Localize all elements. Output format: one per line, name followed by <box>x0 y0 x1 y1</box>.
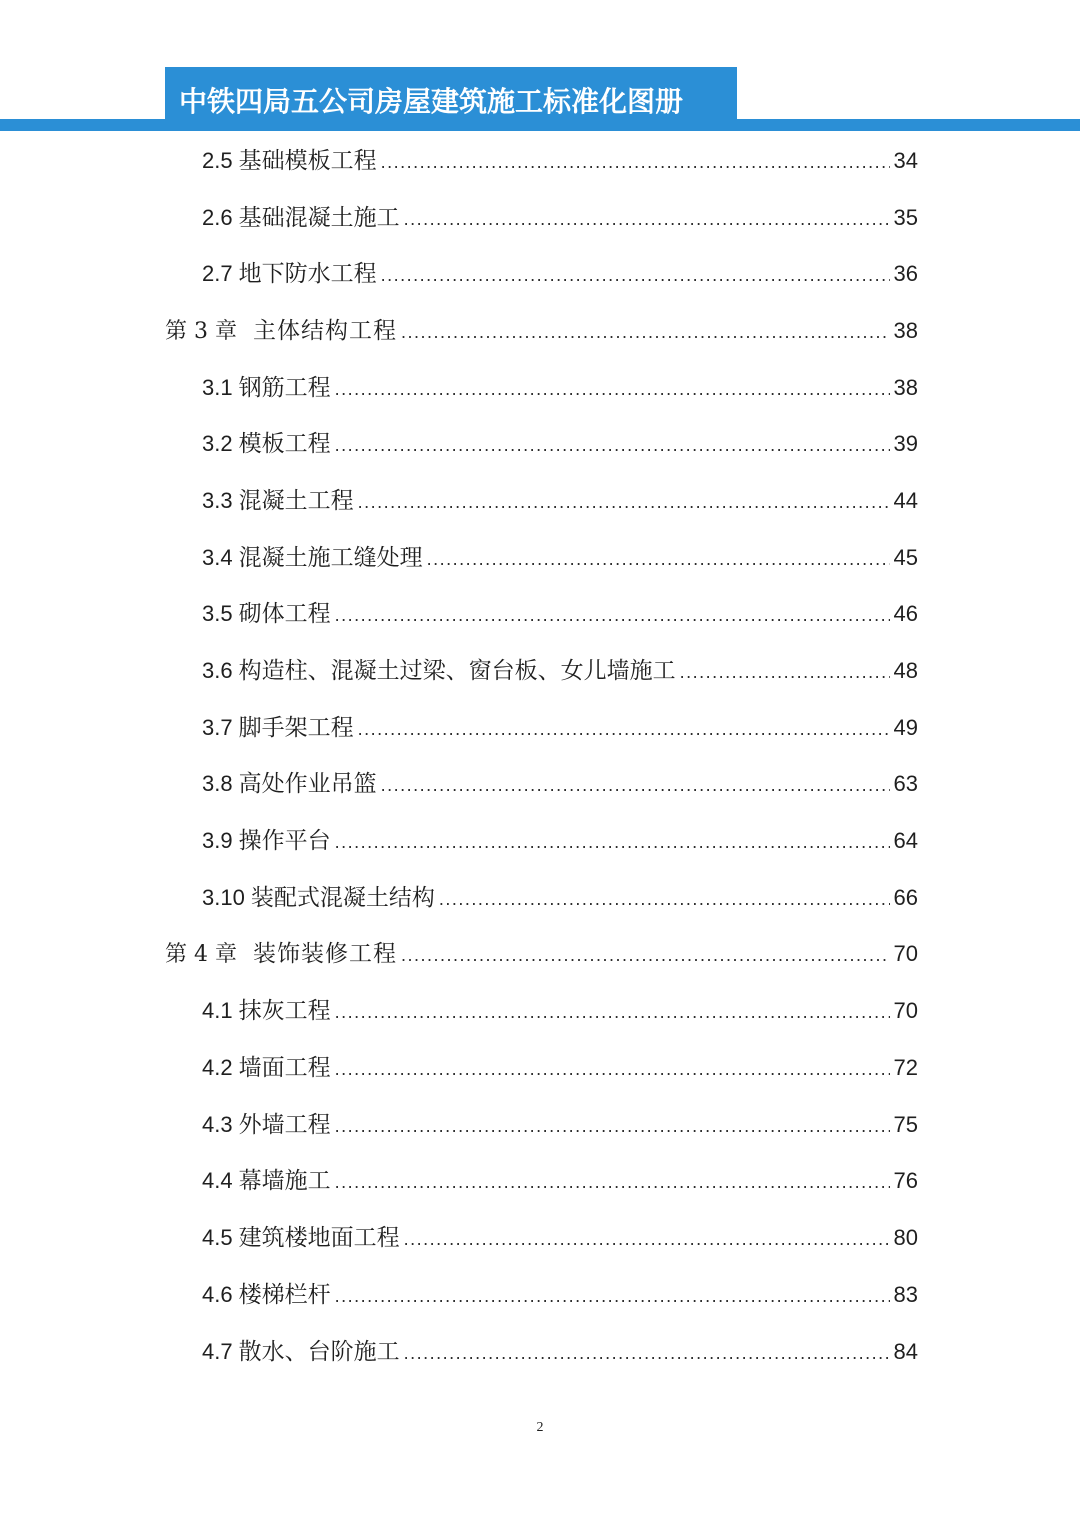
toc-leader-dots <box>335 1052 890 1086</box>
toc-entry[interactable] <box>202 1164 918 1198</box>
toc-leader-dots <box>404 1222 890 1256</box>
toc-entry[interactable] <box>202 654 918 688</box>
toc-entry[interactable] <box>202 1051 918 1085</box>
toc-entry-title: 构造柱、混凝土过梁、窗台板、女儿墙施工 <box>238 658 676 684</box>
toc-entry-page: 70 <box>893 998 918 1023</box>
toc-entry-title: 楼梯栏杆 <box>238 1282 331 1308</box>
toc-entry[interactable] <box>202 1335 918 1369</box>
toc-entry-page: 48 <box>893 658 918 683</box>
toc-leader-dots <box>427 542 890 576</box>
toc-entry-page: 63 <box>893 771 918 796</box>
toc-entry-title: 混凝土工程 <box>238 488 354 514</box>
toc-leader-dots <box>335 825 890 859</box>
toc-entry-number: 3.2 <box>202 431 233 456</box>
toc-entry-title: 砌体工程 <box>238 601 331 627</box>
toc-leader-dots <box>335 598 890 632</box>
toc-entry-page: 70 <box>893 941 918 966</box>
toc-entry-page: 44 <box>893 488 918 513</box>
toc-entry-number: 4.7 <box>202 1339 233 1364</box>
toc-entry-title: 地下防水工程 <box>238 261 377 287</box>
toc-entry-title: 基础模板工程 <box>238 148 377 174</box>
toc-entry-number: 3.9 <box>202 828 233 853</box>
toc-entry-number: 3.8 <box>202 771 233 796</box>
toc-entry[interactable] <box>202 824 918 858</box>
toc-chapter-title: 装饰装修工程 <box>252 941 397 967</box>
toc-leader-dots <box>335 1109 890 1143</box>
page-number: 2 <box>536 1420 544 1435</box>
toc-entry-title: 高处作业吊篮 <box>238 771 377 797</box>
toc-entry-page: 38 <box>893 375 918 400</box>
toc-entry-number: 4.5 <box>202 1225 233 1250</box>
toc-entry-number: 4.1 <box>202 998 233 1023</box>
toc-chapter-number: 第 4 章 <box>165 942 237 967</box>
toc-entry[interactable] <box>202 1278 918 1312</box>
toc-entry-page: 35 <box>893 205 918 230</box>
toc-entry[interactable] <box>202 201 918 235</box>
toc-leader-dots <box>381 768 890 802</box>
toc-leader-dots <box>381 258 890 292</box>
toc-entry-page: 80 <box>893 1225 918 1250</box>
toc-entry-page: 76 <box>893 1168 918 1193</box>
toc-entry-title: 建筑楼地面工程 <box>238 1225 400 1251</box>
toc-entry[interactable] <box>202 427 918 461</box>
toc-entry-page: 38 <box>893 318 918 343</box>
toc-entry[interactable] <box>202 484 918 518</box>
toc-entry[interactable] <box>202 881 918 915</box>
toc-entry-number: 4.4 <box>202 1168 233 1193</box>
toc-leader-dots <box>358 485 890 519</box>
toc-entry-title: 散水、台阶施工 <box>238 1339 400 1365</box>
toc-entry-number: 3.10 <box>202 885 245 910</box>
toc-entry-title: 基础混凝土施工 <box>238 205 400 231</box>
toc-entry[interactable] <box>202 711 918 745</box>
toc-entry[interactable] <box>202 541 918 575</box>
toc-chapter-entry[interactable] <box>165 314 918 348</box>
toc-entry-page: 75 <box>893 1112 918 1137</box>
toc-entry-title: 脚手架工程 <box>238 715 354 741</box>
toc-entry-number: 3.4 <box>202 545 233 570</box>
toc-entry-page: 64 <box>893 828 918 853</box>
toc-leader-dots <box>335 995 890 1029</box>
toc-leader-dots <box>401 315 890 349</box>
toc-entry-number: 4.2 <box>202 1055 233 1080</box>
toc-entry[interactable] <box>202 767 918 801</box>
toc-entry-number: 4.6 <box>202 1282 233 1307</box>
toc-entry-number: 3.6 <box>202 658 233 683</box>
toc-entry[interactable] <box>202 994 918 1028</box>
toc-entry[interactable] <box>202 1108 918 1142</box>
toc-entry-page: 49 <box>893 715 918 740</box>
toc-entry-title: 外墙工程 <box>238 1112 331 1138</box>
toc-chapter-number: 第 3 章 <box>165 319 237 344</box>
toc-entry-page: 39 <box>893 431 918 456</box>
toc-entry-title: 墙面工程 <box>238 1055 331 1081</box>
toc-entry[interactable] <box>202 257 918 291</box>
toc-leader-dots <box>358 712 890 746</box>
toc-chapter-title: 主体结构工程 <box>252 318 397 344</box>
toc-leader-dots <box>439 882 890 916</box>
toc-entry[interactable] <box>202 1221 918 1255</box>
toc-leader-dots <box>680 655 890 689</box>
toc-entry-page: 46 <box>893 601 918 626</box>
toc-entry-title: 操作平台 <box>238 828 331 854</box>
toc-entry-title: 幕墙施工 <box>238 1168 331 1194</box>
toc-entry-number: 2.5 <box>202 148 233 173</box>
toc-leader-dots <box>335 372 890 406</box>
toc-leader-dots <box>335 1165 890 1199</box>
toc-leader-dots <box>404 1336 890 1370</box>
toc-leader-dots <box>335 1279 890 1313</box>
toc-entry-title: 装配式混凝土结构 <box>250 885 435 911</box>
toc-entry-page: 36 <box>893 261 918 286</box>
toc-entry-page: 66 <box>893 885 918 910</box>
toc-entry-number: 2.7 <box>202 261 233 286</box>
toc-entry-page: 83 <box>893 1282 918 1307</box>
toc-entry-number: 3.1 <box>202 375 233 400</box>
toc-entry-number: 2.6 <box>202 205 233 230</box>
toc-entry-number: 4.3 <box>202 1112 233 1137</box>
toc-leader-dots <box>401 938 890 972</box>
toc-entry-title: 抹灰工程 <box>238 998 331 1024</box>
toc-entry[interactable] <box>202 144 918 178</box>
header-tab <box>165 67 737 131</box>
toc-leader-dots <box>335 428 890 462</box>
document-title: 中铁四局五公司房屋建筑施工标准化图册 <box>179 85 684 118</box>
toc-entry[interactable] <box>202 371 918 405</box>
toc-chapter-entry[interactable] <box>165 937 918 971</box>
toc-entry-page: 34 <box>893 148 918 173</box>
toc-entry-page: 45 <box>893 545 918 570</box>
toc-leader-dots <box>404 202 890 236</box>
toc-entry-title: 钢筋工程 <box>238 375 331 401</box>
toc-entry-number: 3.5 <box>202 601 233 626</box>
toc-leader-dots <box>381 145 890 179</box>
toc-entry-page: 72 <box>893 1055 918 1080</box>
toc-entry-number: 3.7 <box>202 715 233 740</box>
toc-entry[interactable] <box>202 597 918 631</box>
toc-entry-page: 84 <box>893 1339 918 1364</box>
toc-entry-title: 模板工程 <box>238 431 331 457</box>
toc-entry-title: 混凝土施工缝处理 <box>238 545 423 571</box>
toc-entry-number: 3.3 <box>202 488 233 513</box>
